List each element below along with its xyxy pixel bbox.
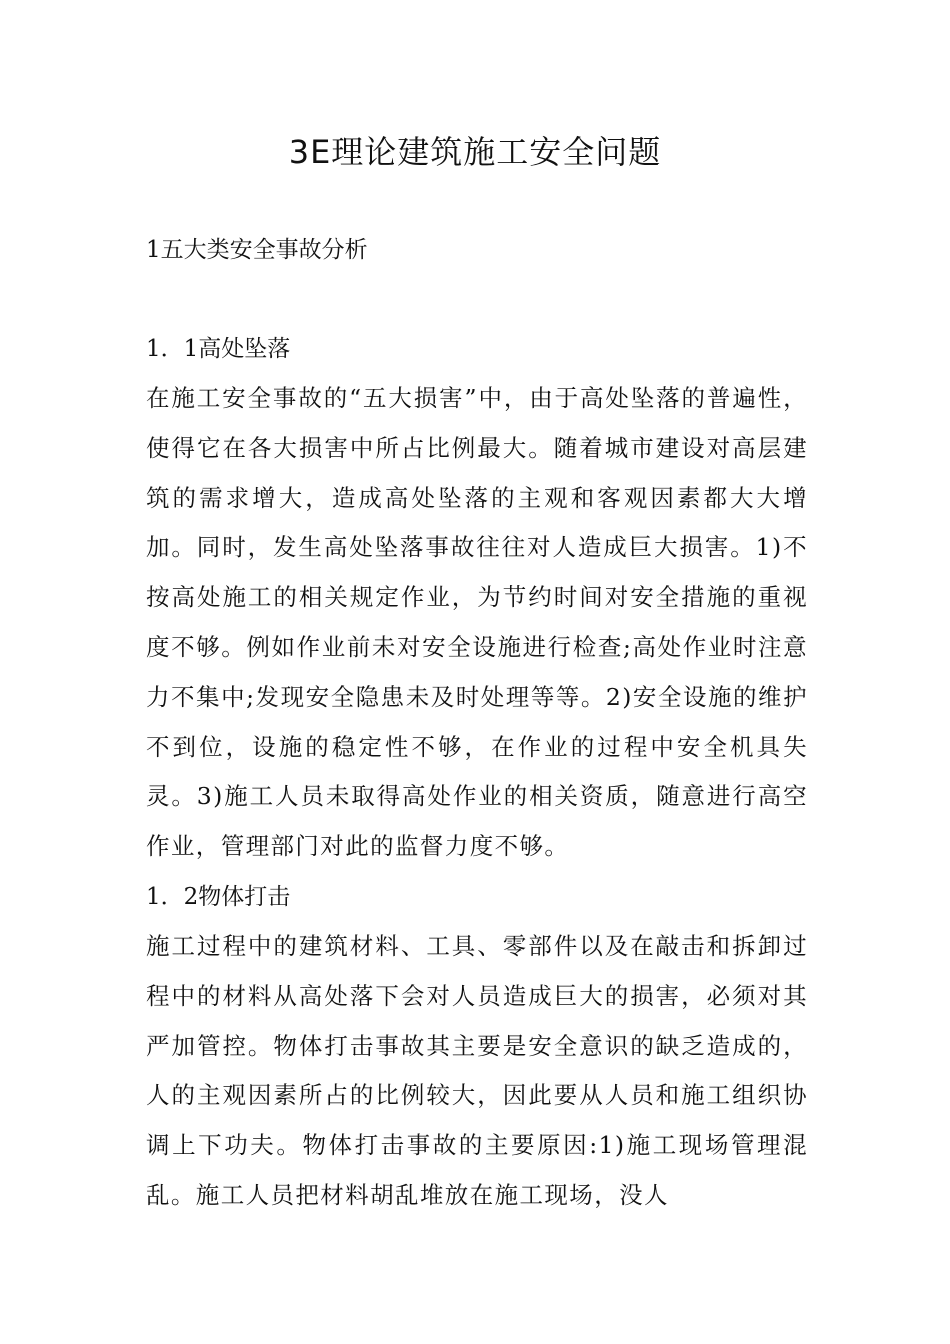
- section-heading-falls-from-height: 1．1高处坠落: [146, 336, 291, 362]
- section-heading-object-strikes: 1．2物体打击: [146, 884, 291, 910]
- paragraph-falls-from-height: 在施工安全事故的“五大损害”中，由于高处坠落的普遍性，使得它在各大损害中所占比例最大。随着城市建设对高层建筑的需求增大，造成高处坠落的主观和客观因素都大大增加。同时，发生高处坠落事故往往对人造成巨大损害。1)不按高处施工的相关规定作业，为节约时间对安全措施的重视度不够。例如作业前未对安全设施进行检查;高处作业时注意力不集中;发现安全隐患未及时处理等等。2)安全设施的维护不到位，设施的稳定性不够，在作业的过程中安全机具失灵。3)施工人员未取得高处作业的相关资质，随意进行高空作业，管理部门对此的监督力度不够。: [146, 384, 808, 861]
- document-title: 3E理论建筑施工安全问题: [288, 133, 662, 171]
- section-heading-accident-analysis: 1五大类安全事故分析: [146, 237, 368, 263]
- paragraph-object-strikes: 施工过程中的建筑材料、工具、零部件以及在敲击和拆卸过程中的材料从高处落下会对人员造成巨大的损害，必须对其严加管控。物体打击事故其主要是安全意识的缺乏造成的，人的主观因素所占的比例较大，因此要从人员和施工组织协调上下功夫。物体打击事故的主要原因:1)施工现场管理混乱。施工人员把材料胡乱堆放在施工现场，没人: [146, 932, 808, 1209]
